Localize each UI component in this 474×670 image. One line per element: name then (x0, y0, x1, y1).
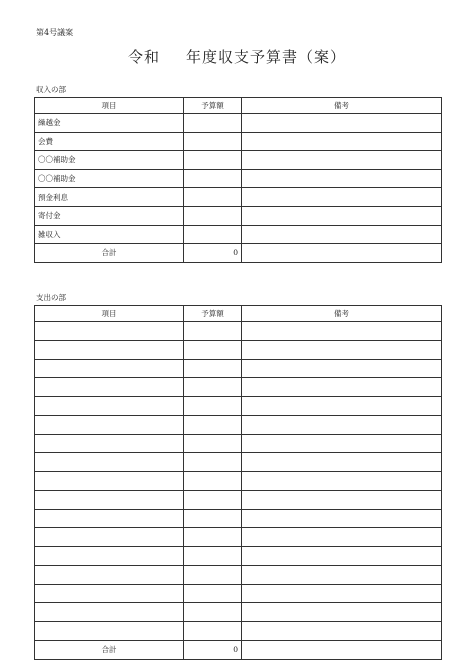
table-row (35, 622, 442, 641)
expense-cell-note[interactable] (242, 397, 442, 416)
income-cell-amount[interactable] (184, 114, 242, 133)
expense-cell-item[interactable] (35, 378, 184, 397)
expense-cell-note[interactable] (242, 584, 442, 603)
expense-cell-note[interactable] (242, 378, 442, 397)
table-row (35, 132, 442, 151)
table-row (35, 378, 442, 397)
income-cell-item[interactable]: 雑収入 (35, 225, 184, 244)
table-row (35, 322, 442, 341)
income-cell-amount[interactable] (184, 169, 242, 188)
expense-total-row (35, 640, 442, 659)
income-cell-note[interactable] (242, 114, 442, 133)
title-era: 令和 (127, 48, 160, 66)
expense-cell-amount[interactable] (184, 453, 242, 472)
income-header-row (35, 98, 442, 114)
expense-total-note[interactable] (242, 640, 442, 659)
expense-header-amount: 予算額 (184, 306, 242, 322)
expense-cell-amount[interactable] (184, 584, 242, 603)
income-cell-note[interactable] (242, 132, 442, 151)
income-cell-note[interactable] (242, 151, 442, 170)
table-row (35, 453, 442, 472)
expense-cell-note[interactable] (242, 509, 442, 528)
table-row (35, 528, 442, 547)
expense-cell-note[interactable] (242, 340, 442, 359)
expense-cell-amount[interactable] (184, 359, 242, 378)
table-row (35, 490, 442, 509)
income-section-label: 収入の部 (36, 85, 66, 94)
income-cell-note[interactable] (242, 225, 442, 244)
income-cell-item[interactable]: 預金利息 (35, 188, 184, 207)
income-cell-amount[interactable] (184, 206, 242, 225)
expense-cell-amount[interactable] (184, 415, 242, 434)
expense-cell-amount[interactable] (184, 340, 242, 359)
table-row (35, 603, 442, 622)
expense-cell-item[interactable] (35, 415, 184, 434)
expense-cell-note[interactable] (242, 472, 442, 491)
page-title (0, 46, 474, 67)
expense-cell-item[interactable] (35, 453, 184, 472)
expense-cell-item[interactable] (35, 322, 184, 341)
income-cell-amount[interactable] (184, 188, 242, 207)
income-total-amount: 0 (184, 244, 242, 263)
income-total-note[interactable] (242, 244, 442, 263)
expense-cell-item[interactable] (35, 397, 184, 416)
expense-cell-note[interactable] (242, 359, 442, 378)
expense-cell-amount[interactable] (184, 603, 242, 622)
expense-cell-note[interactable] (242, 434, 442, 453)
document-number: 第4号議案 (36, 28, 74, 37)
expense-cell-item[interactable] (35, 603, 184, 622)
expense-cell-amount[interactable] (184, 472, 242, 491)
expense-cell-amount[interactable] (184, 322, 242, 341)
table-row (35, 397, 442, 416)
expense-header-note: 備考 (242, 306, 442, 322)
expense-cell-note[interactable] (242, 547, 442, 566)
expense-cell-amount[interactable] (184, 434, 242, 453)
income-cell-amount[interactable] (184, 151, 242, 170)
expense-cell-item[interactable] (35, 547, 184, 566)
expense-cell-amount[interactable] (184, 528, 242, 547)
table-row (35, 472, 442, 491)
expense-cell-item[interactable] (35, 490, 184, 509)
income-cell-note[interactable] (242, 188, 442, 207)
table-row (35, 434, 442, 453)
expense-cell-note[interactable] (242, 490, 442, 509)
income-cell-note[interactable] (242, 206, 442, 225)
table-row (35, 509, 442, 528)
income-header-note: 備考 (242, 98, 442, 114)
table-row (35, 206, 442, 225)
expense-cell-amount[interactable] (184, 622, 242, 641)
expense-cell-item[interactable] (35, 359, 184, 378)
expense-cell-item[interactable] (35, 509, 184, 528)
expense-cell-item[interactable] (35, 472, 184, 491)
income-table (34, 97, 442, 263)
expense-cell-note[interactable] (242, 603, 442, 622)
expense-cell-amount[interactable] (184, 509, 242, 528)
expense-section-label: 支出の部 (36, 293, 66, 302)
table-row (35, 565, 442, 584)
income-total-label: 合計 (35, 244, 184, 263)
expense-cell-amount[interactable] (184, 397, 242, 416)
expense-cell-item[interactable] (35, 565, 184, 584)
table-row (35, 547, 442, 566)
table-row (35, 359, 442, 378)
expense-header-item: 項目 (35, 306, 184, 322)
expense-cell-amount[interactable] (184, 378, 242, 397)
table-row (35, 225, 442, 244)
expense-cell-note[interactable] (242, 565, 442, 584)
expense-cell-amount[interactable] (184, 565, 242, 584)
expense-header-row (35, 306, 442, 322)
expense-cell-note[interactable] (242, 322, 442, 341)
table-row (35, 584, 442, 603)
expense-cell-amount[interactable] (184, 547, 242, 566)
expense-total-amount: 0 (184, 640, 242, 659)
income-cell-item[interactable]: 会費 (35, 132, 184, 151)
title-text: 年度収支予算書（案） (186, 48, 347, 66)
income-cell-amount[interactable] (184, 225, 242, 244)
table-row (35, 169, 442, 188)
table-row (35, 340, 442, 359)
expense-cell-item[interactable] (35, 622, 184, 641)
expense-cell-item[interactable] (35, 340, 184, 359)
income-total-row (35, 244, 442, 263)
expense-table (34, 305, 442, 660)
income-cell-item[interactable]: 〇〇補助金 (35, 169, 184, 188)
income-header-item: 項目 (35, 98, 184, 114)
table-row (35, 415, 442, 434)
expense-cell-note[interactable] (242, 528, 442, 547)
expense-cell-note[interactable] (242, 622, 442, 641)
expense-cell-note[interactable] (242, 453, 442, 472)
table-row (35, 114, 442, 133)
income-cell-item[interactable]: 〇〇補助金 (35, 151, 184, 170)
expense-cell-note[interactable] (242, 415, 442, 434)
expense-cell-amount[interactable] (184, 490, 242, 509)
income-cell-amount[interactable] (184, 132, 242, 151)
income-cell-item[interactable]: 繰越金 (35, 114, 184, 133)
expense-total-label: 合計 (35, 640, 184, 659)
income-cell-note[interactable] (242, 169, 442, 188)
expense-cell-item[interactable] (35, 528, 184, 547)
expense-cell-item[interactable] (35, 434, 184, 453)
expense-cell-item[interactable] (35, 584, 184, 603)
income-cell-item[interactable]: 寄付金 (35, 206, 184, 225)
table-row (35, 188, 442, 207)
table-row (35, 151, 442, 170)
income-header-amount: 予算額 (184, 98, 242, 114)
